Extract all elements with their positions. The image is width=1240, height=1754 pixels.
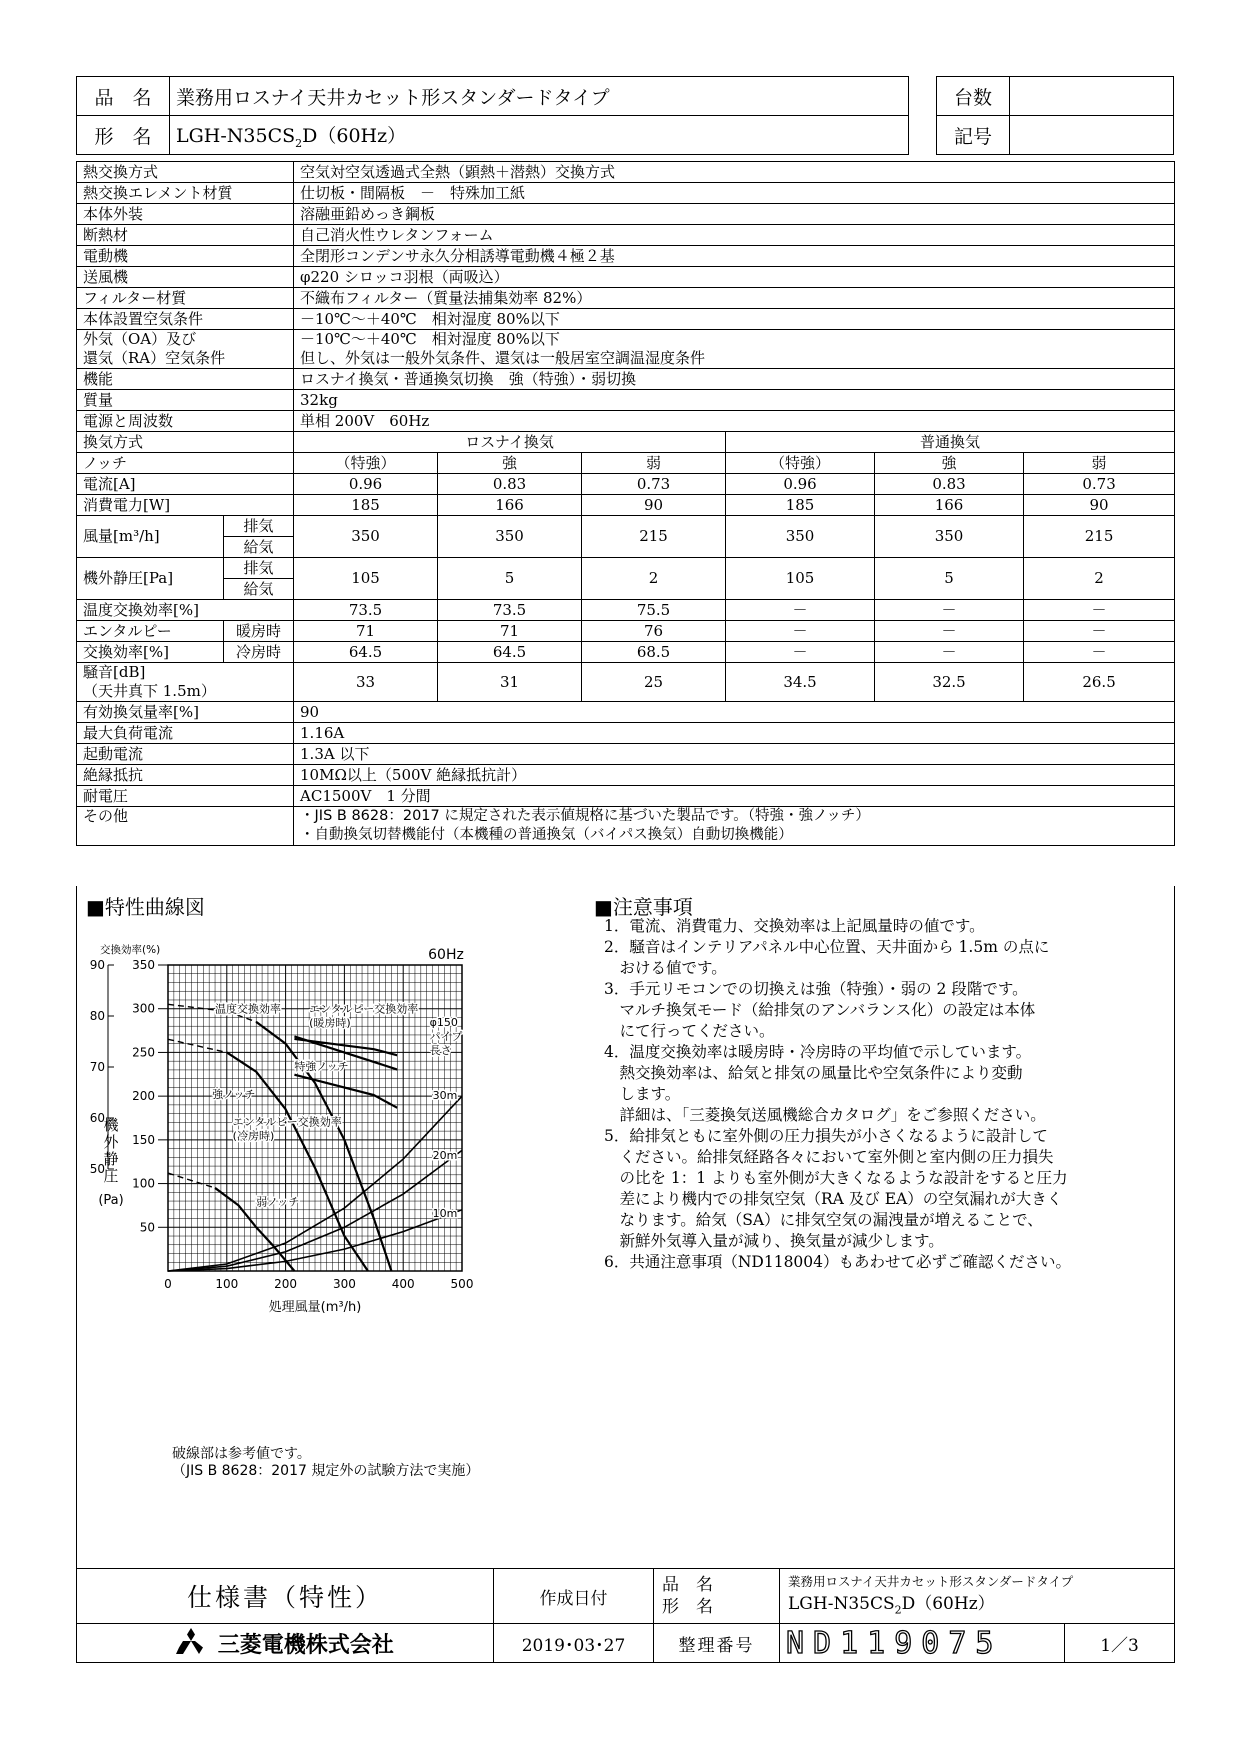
pressure-tick-label: 250 bbox=[132, 1045, 155, 1060]
doc-title: 仕様書（特性） bbox=[77, 1569, 494, 1624]
power-cell: 166 bbox=[438, 495, 582, 516]
annotation-enthalpy-cool: エンタルピー交換効率 bbox=[232, 1115, 342, 1129]
pressure-cell: 5 bbox=[875, 558, 1024, 600]
notes-list bbox=[604, 916, 1164, 1273]
note-line: します。 bbox=[604, 1085, 681, 1103]
spec-row bbox=[77, 267, 1175, 288]
company-name: 三菱電機株式会社 bbox=[217, 1632, 394, 1658]
pressure-tick-label: 50 bbox=[139, 1220, 155, 1235]
spec-value: 仕切板・間隔板 － 特殊加工紙 bbox=[294, 183, 1175, 204]
company-cell bbox=[77, 1624, 494, 1663]
chart-heading: ■特性曲線図 bbox=[86, 895, 205, 919]
annotation-enthalpy-cool: (冷房時) bbox=[232, 1129, 275, 1143]
power-label: 消費電力[W] bbox=[77, 495, 294, 516]
annotation-pipe: パイプ bbox=[429, 1030, 463, 1044]
temp_eff-cell: － bbox=[726, 600, 875, 621]
spec-row bbox=[77, 309, 1175, 330]
spec-row bbox=[77, 288, 1175, 309]
mode-lossnay: ロスナイ換気 bbox=[294, 432, 726, 453]
note-line: 1．電流、消費電力、交換効率は上記風量時の値です。 bbox=[604, 917, 985, 935]
annotation-pipe: 長さ bbox=[429, 1044, 452, 1058]
enthalpy_cool-cell: 64.5 bbox=[294, 642, 438, 663]
airflow-cell: 215 bbox=[1024, 516, 1175, 558]
pressure-tick-label: 100 bbox=[132, 1176, 155, 1191]
note-line: の比を 1：1 よりも室外側が大きくなるような設計をすると圧力 bbox=[604, 1169, 1068, 1187]
pressure-exhaust-label: 排気 bbox=[224, 558, 294, 579]
annotation-low-notch: 弱ノッチ bbox=[256, 1195, 300, 1209]
header-table bbox=[76, 76, 909, 155]
spec-value: 単相 200V 60Hz bbox=[294, 411, 1175, 432]
number-label: 整理番号 bbox=[654, 1624, 780, 1663]
spec-value: 90 bbox=[294, 702, 1175, 723]
spec-value: 10MΩ以上（500V 絶縁抵抗計） bbox=[294, 765, 1175, 786]
spec-value: 32kg bbox=[294, 390, 1175, 411]
enthalpy_cool-cell: － bbox=[875, 642, 1024, 663]
document-number: ND119075 bbox=[780, 1624, 1065, 1663]
pressure-cell: 105 bbox=[294, 558, 438, 600]
note-line: 5．給排気ともに室外側の圧力損失が小さくなるように設計して bbox=[604, 1127, 1048, 1145]
enthalpy-label-2: 交換効率[%] bbox=[77, 642, 224, 663]
pressure-axis-title-char: 静 bbox=[103, 1149, 119, 1168]
annotation-enthalpy-heat: (暖房時) bbox=[309, 1016, 351, 1030]
efficiency-tick-label: 50 bbox=[89, 1162, 105, 1176]
spec-value: 空気対空気透過式全熱（顕熱＋潜熱）交換方式 bbox=[294, 162, 1175, 183]
power-cell: 90 bbox=[582, 495, 726, 516]
footer-model-name: LGH-$N35CS_2D(60Hz)$ bbox=[788, 1594, 995, 1617]
pressure-axis-title-char: 外 bbox=[103, 1132, 119, 1151]
enthalpy_cool-cell: 68.5 bbox=[582, 642, 726, 663]
annotation-ext-notch: 特強ノッチ bbox=[294, 1059, 349, 1073]
spec-label: 送風機 bbox=[77, 267, 294, 288]
efficiency-curve bbox=[294, 1075, 397, 1108]
efficiency-tick-label: 80 bbox=[89, 1009, 105, 1023]
footer-value-col bbox=[780, 1569, 1175, 1624]
spec-label: フィルター材質 bbox=[77, 288, 294, 309]
spec-label: 電源と周波数 bbox=[77, 411, 294, 432]
current-cell: 0.73 bbox=[1024, 474, 1175, 495]
annotation-pipe: φ150 bbox=[429, 1016, 458, 1030]
pressure-cell: 105 bbox=[726, 558, 875, 600]
pressure-cell: 5 bbox=[438, 558, 582, 600]
pressure-label: 機外静圧[Pa] bbox=[77, 558, 224, 600]
airflow-exhaust-label: 排気 bbox=[224, 516, 294, 537]
pressure-cell: 2 bbox=[1024, 558, 1175, 600]
enthalpy_heat-cell: 71 bbox=[438, 621, 582, 642]
noise-cell: 34.5 bbox=[726, 663, 875, 702]
temp_eff-cell: 75.5 bbox=[582, 600, 726, 621]
notches-cell: 強 bbox=[438, 453, 582, 474]
note-line: マルチ換気モード（給排気のアンバランス化）の設定は本体 bbox=[604, 1001, 1036, 1019]
spec-row bbox=[77, 246, 1175, 267]
note-line: おける値です。 bbox=[604, 959, 727, 977]
cooling-label: 冷房時 bbox=[224, 642, 294, 663]
efficiency-tick-label: 90 bbox=[89, 958, 105, 972]
pressure-cell: 2 bbox=[582, 558, 726, 600]
x-axis-title: 処理風量(m³/h) bbox=[268, 1300, 362, 1315]
other-value: ・JIS B 8628：2017 に規定された表示値規格に基づいた製品です。（特強・強ノッチ） ・自動換気切替機能付（本機種の普通換気（バイパス換気）自動切換機能） bbox=[294, 807, 1175, 846]
annotation-high-notch: 強ノッチ bbox=[212, 1087, 256, 1101]
note-line: 熱交換効率は、給気と排気の風量比や空気条件により変動 bbox=[604, 1064, 1023, 1082]
spec-row bbox=[77, 162, 1175, 183]
noise-cell: 25 bbox=[582, 663, 726, 702]
x-tick-label: 500 bbox=[450, 1277, 474, 1291]
note-line: 2．騒音はインテリアパネル中心位置、天井面から 1.5m の点に bbox=[604, 938, 1050, 956]
noise-label: 騒音[dB] （天井真下 1.5m） bbox=[77, 663, 294, 702]
spec-value: ロスナイ換気・普通換気切換 強（特強）・弱切換 bbox=[294, 369, 1175, 390]
pressure-tick-label: 350 bbox=[132, 958, 155, 972]
note-line: 6．共通注意事項（ND118004）もあわせて必ずご確認ください。 bbox=[604, 1253, 1072, 1271]
spec-row bbox=[77, 723, 1175, 744]
model-label: 形 名 bbox=[77, 116, 170, 155]
footer-name-label: 品 名 bbox=[662, 1575, 713, 1596]
enthalpy_heat-cell: 71 bbox=[294, 621, 438, 642]
annotation-pipe-10m: 10m bbox=[432, 1206, 458, 1220]
date-value: 2019･03･27 bbox=[494, 1624, 654, 1663]
spec-row bbox=[77, 390, 1175, 411]
power-cell: 166 bbox=[875, 495, 1024, 516]
power-cell: 90 bbox=[1024, 495, 1175, 516]
outdoor-value: －10℃～＋40℃ 相対湿度 80%以下 但し、外気は一般外気条件、還気は一般居室空調温湿度条件 bbox=[294, 330, 1175, 369]
note-line: にて行ってください。 bbox=[604, 1022, 775, 1040]
spec-row bbox=[77, 702, 1175, 723]
pressure-supply-label: 給気 bbox=[224, 579, 294, 600]
spec-label: 最大負荷電流 bbox=[77, 723, 294, 744]
temp_eff-cell: － bbox=[875, 600, 1024, 621]
spec-row bbox=[77, 786, 1175, 807]
footer-model-label: 形 名 bbox=[662, 1597, 713, 1618]
enthalpy_heat-cell: － bbox=[726, 621, 875, 642]
enthalpy_cool-cell: － bbox=[726, 642, 875, 663]
spec-table bbox=[76, 161, 1175, 846]
current-cell: 0.73 bbox=[582, 474, 726, 495]
notches-cell: 弱 bbox=[582, 453, 726, 474]
pressure-axis-unit: (Pa) bbox=[98, 1192, 124, 1208]
frequency-label: 60Hz bbox=[428, 947, 464, 963]
pressure-axis-title-char: 圧 bbox=[103, 1166, 119, 1185]
annotation-pipe-20m: 20m bbox=[432, 1149, 458, 1163]
x-tick-label: 400 bbox=[391, 1277, 415, 1291]
current-label: 電流[A] bbox=[77, 474, 294, 495]
annotation-temp-eff: 温度交換効率 bbox=[215, 1002, 282, 1016]
current-cell: 0.83 bbox=[875, 474, 1024, 495]
notch-label: ノッチ bbox=[77, 453, 294, 474]
spec-label: 有効換気量率[%] bbox=[77, 702, 294, 723]
note-line: 新鮮外気導入量が減り、換気量が減少します。 bbox=[604, 1232, 944, 1250]
chart-footnote: 破線部は参考値です。 （JIS B 8628：2017 規定外の試験方法で実施） bbox=[172, 1446, 480, 1479]
spec-row bbox=[77, 225, 1175, 246]
note-line: ください。給排気経路各々において室外側と室内側の圧力損失 bbox=[604, 1148, 1054, 1166]
pressure-tick-label: 200 bbox=[132, 1089, 155, 1104]
annotation-pipe-30m: 30m bbox=[432, 1088, 458, 1102]
count-value bbox=[1010, 77, 1174, 116]
spec-row bbox=[77, 183, 1175, 204]
note-line: なります。給気（SA）に排気空気の漏洩量が増えることで、 bbox=[604, 1211, 1043, 1229]
power-cell: 185 bbox=[726, 495, 875, 516]
enthalpy_cool-cell: － bbox=[1024, 642, 1175, 663]
symbol-label: 記号 bbox=[937, 116, 1010, 155]
spec-label: 本体外装 bbox=[77, 204, 294, 225]
note-line: 差により機内での排気空気（RA 及び EA）の空気漏れが大きく bbox=[604, 1190, 1063, 1208]
temp-eff-label: 温度交換効率[%] bbox=[77, 600, 294, 621]
enthalpy_cool-cell: 64.5 bbox=[438, 642, 582, 663]
spec-label: 機能 bbox=[77, 369, 294, 390]
mode-label: 換気方式 bbox=[77, 432, 294, 453]
efficiency-axis-title: 交換効率(%) bbox=[100, 944, 161, 956]
spec-value: 1.16A bbox=[294, 723, 1175, 744]
noise-cell: 26.5 bbox=[1024, 663, 1175, 702]
current-cell: 0.83 bbox=[438, 474, 582, 495]
airflow-cell: 350 bbox=[438, 516, 582, 558]
spec-label: 本体設置空気条件 bbox=[77, 309, 294, 330]
spec-row bbox=[77, 765, 1175, 786]
spec-label: 電動機 bbox=[77, 246, 294, 267]
x-tick-label: 300 bbox=[332, 1277, 356, 1291]
enthalpy_heat-cell: － bbox=[1024, 621, 1175, 642]
spec-label: 質量 bbox=[77, 390, 294, 411]
pressure-tick-label: 150 bbox=[132, 1132, 155, 1147]
notches-cell: （特強） bbox=[294, 453, 438, 474]
airflow-label: 風量[m³/h] bbox=[77, 516, 224, 558]
temp_eff-cell: － bbox=[1024, 600, 1175, 621]
airflow-cell: 350 bbox=[875, 516, 1024, 558]
spec-value: φ220 シロッコ羽根（両吸込） bbox=[294, 267, 1175, 288]
x-tick-label: 200 bbox=[274, 1277, 298, 1291]
mode-normal: 普通換気 bbox=[726, 432, 1175, 453]
note-line: 詳細は、「三菱換気送風機総合カタログ」をご参照ください。 bbox=[604, 1106, 1046, 1124]
airflow-cell: 215 bbox=[582, 516, 726, 558]
notches-cell: 強 bbox=[875, 453, 1024, 474]
spec-label: 絶縁抵抗 bbox=[77, 765, 294, 786]
spec-value: AC1500V 1 分間 bbox=[294, 786, 1175, 807]
airflow-supply-label: 給気 bbox=[224, 537, 294, 558]
power-cell: 185 bbox=[294, 495, 438, 516]
spec-value: 全閉形コンデンサ永久分相誘導電動機４極２基 bbox=[294, 246, 1175, 267]
current-cell: 0.96 bbox=[294, 474, 438, 495]
page-number: 1／3 bbox=[1065, 1624, 1175, 1663]
other-label: その他 bbox=[77, 807, 294, 846]
spec-value: －10℃～＋40℃ 相対湿度 80%以下 bbox=[294, 309, 1175, 330]
spec-row bbox=[77, 411, 1175, 432]
name-label: 品 名 bbox=[77, 77, 170, 116]
count-table bbox=[936, 76, 1174, 155]
airflow-cell: 350 bbox=[294, 516, 438, 558]
spec-row bbox=[77, 744, 1175, 765]
characteristic-chart bbox=[86, 926, 556, 1446]
temp_eff-cell: 73.5 bbox=[294, 600, 438, 621]
enthalpy-label-1: エンタルピー bbox=[77, 621, 224, 642]
outdoor-label: 外気（OA）及び 還気（RA）空気条件 bbox=[77, 330, 294, 369]
mitsubishi-logo-icon bbox=[176, 1628, 206, 1659]
x-tick-label: 100 bbox=[215, 1277, 239, 1291]
temp_eff-cell: 73.5 bbox=[438, 600, 582, 621]
count-label: 台数 bbox=[937, 77, 1010, 116]
notches-cell: 弱 bbox=[1024, 453, 1175, 474]
current-cell: 0.96 bbox=[726, 474, 875, 495]
airflow-cell: 350 bbox=[726, 516, 875, 558]
note-line: 4．温度交換効率は暖房時・冷房時の平均値で示しています。 bbox=[604, 1043, 1032, 1061]
efficiency-tick-label: 60 bbox=[89, 1111, 105, 1125]
notes-heading: ■注意事項 bbox=[594, 895, 693, 919]
date-label: 作成日付 bbox=[494, 1569, 654, 1624]
symbol-value bbox=[1010, 116, 1174, 155]
heating-label: 暖房時 bbox=[224, 621, 294, 642]
pressure-axis-title-char: 機 bbox=[103, 1115, 119, 1134]
noise-cell: 31 bbox=[438, 663, 582, 702]
pressure-tick-label: 300 bbox=[132, 1001, 155, 1016]
enthalpy_heat-cell: － bbox=[875, 621, 1024, 642]
enthalpy_heat-cell: 76 bbox=[582, 621, 726, 642]
footer-product-name: 業務用ロスナイ天井カセット形スタンダードタイプ bbox=[788, 1574, 1074, 1589]
noise-cell: 33 bbox=[294, 663, 438, 702]
efficiency-tick-label: 70 bbox=[89, 1060, 105, 1074]
noise-cell: 32.5 bbox=[875, 663, 1024, 702]
spec-label: 耐電圧 bbox=[77, 786, 294, 807]
spec-value: 自己消火性ウレタンフォーム bbox=[294, 225, 1175, 246]
spec-value: 不織布フィルター（質量法捕集効率 82%） bbox=[294, 288, 1175, 309]
annotation-enthalpy-heat: エンタルピー交換効率 bbox=[309, 1002, 419, 1016]
spec-label: 断熱材 bbox=[77, 225, 294, 246]
footer-label-col bbox=[654, 1569, 780, 1624]
x-tick-label: 0 bbox=[164, 1277, 172, 1291]
note-line: 3．手元リモコンでの切換えは強（特強）・弱の 2 段階です。 bbox=[604, 980, 1028, 998]
spec-row bbox=[77, 204, 1175, 225]
spec-label: 起動電流 bbox=[77, 744, 294, 765]
spec-label: 熱交換エレメント材質 bbox=[77, 183, 294, 204]
spec-value: 1.3A 以下 bbox=[294, 744, 1175, 765]
model-name: LGH-$N35CS_2D(60Hz)$ bbox=[170, 116, 909, 155]
spec-label: 熱交換方式 bbox=[77, 162, 294, 183]
spec-value: 溶融亜鉛めっき鋼板 bbox=[294, 204, 1175, 225]
spec-row bbox=[77, 369, 1175, 390]
footer-table bbox=[76, 1568, 1175, 1663]
notches-cell: （特強） bbox=[726, 453, 875, 474]
product-name: 業務用ロスナイ天井カセット形スタンダードタイプ bbox=[170, 77, 909, 116]
